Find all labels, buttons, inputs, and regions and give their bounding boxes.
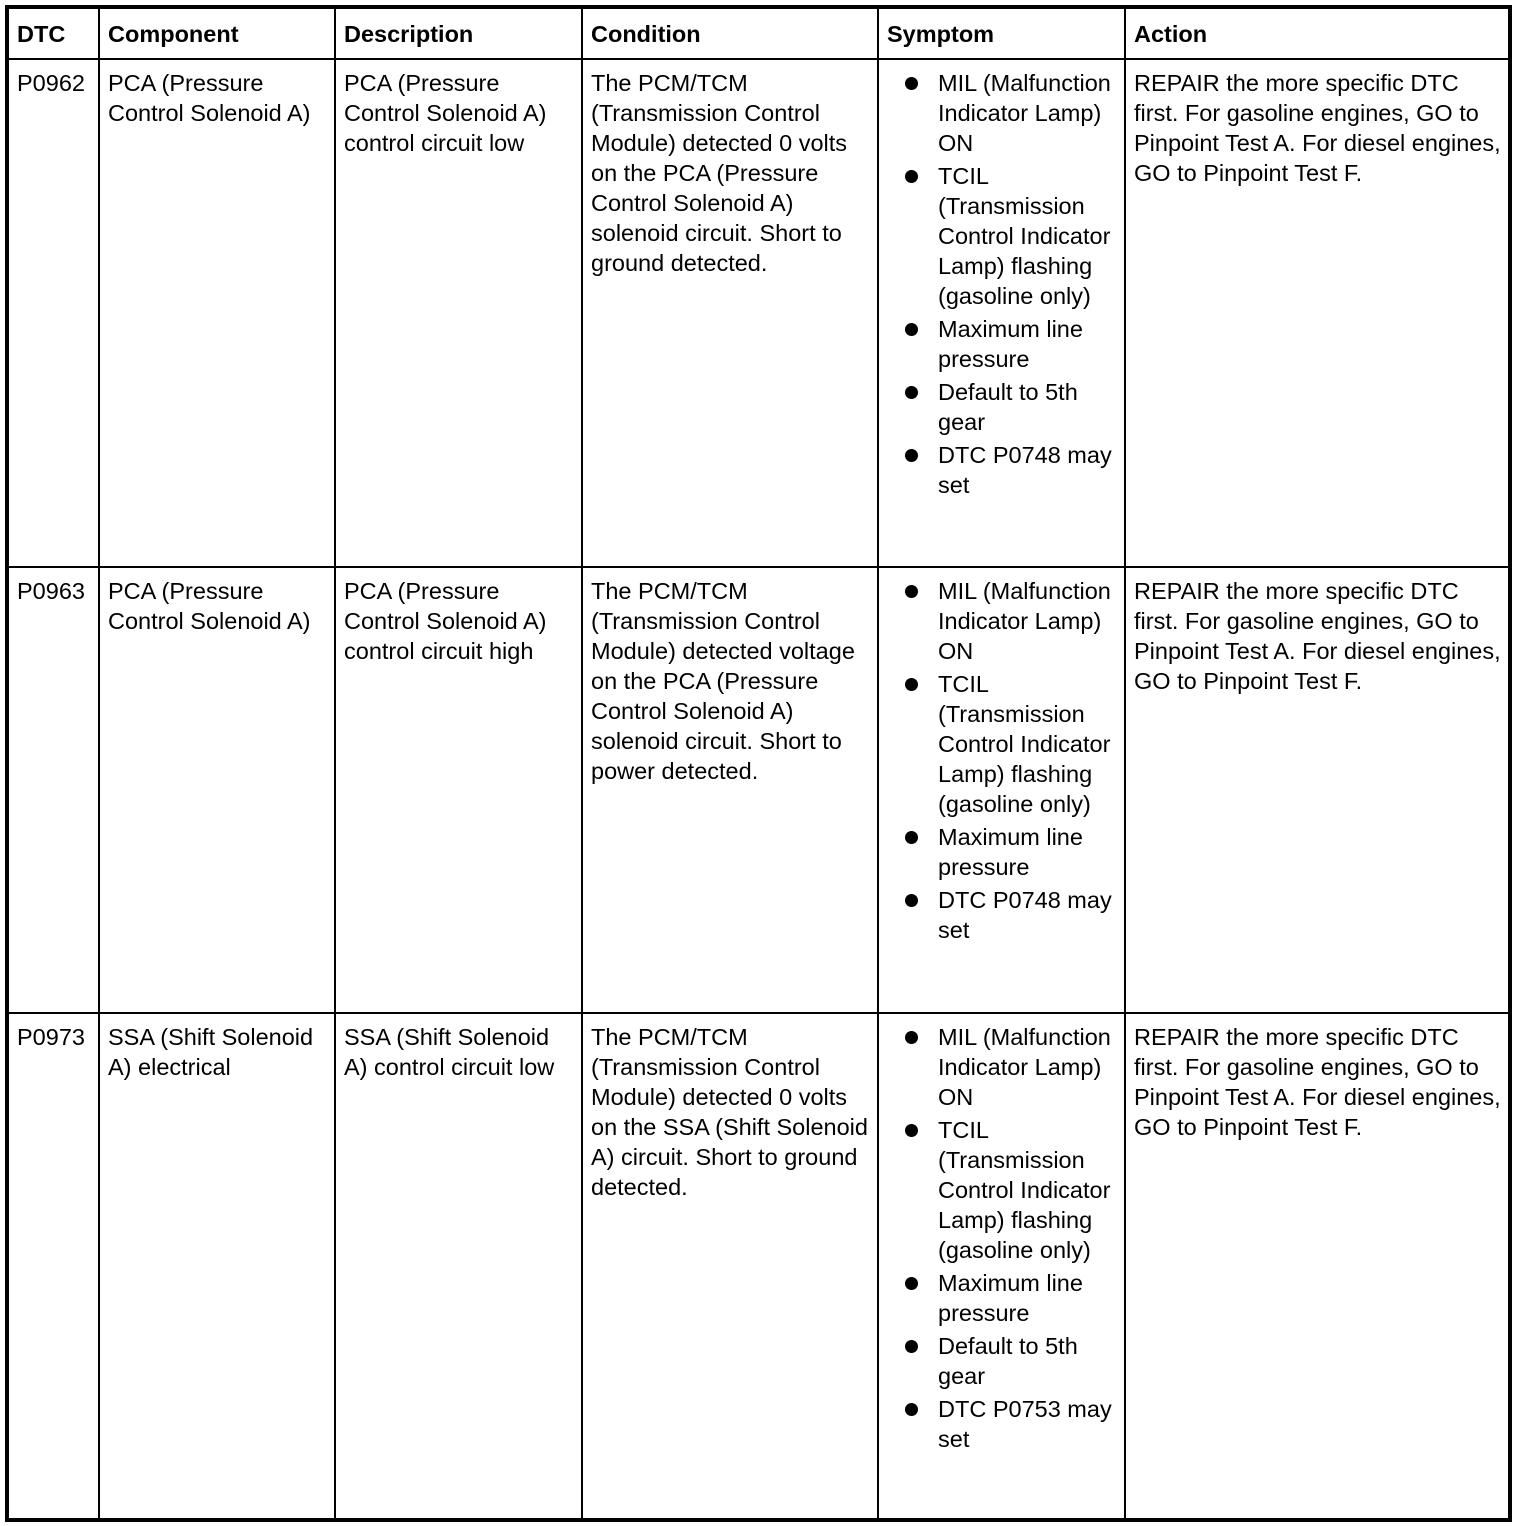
- bullet-icon: [905, 170, 918, 183]
- bullet-icon: [905, 1340, 918, 1353]
- cell-component: PCA (Pressure Control Solenoid A): [99, 567, 335, 1013]
- list-item: [887, 1115, 1117, 1265]
- list-item: [887, 885, 1117, 945]
- symptom-text: Default to 5th gear: [938, 1333, 1078, 1389]
- list-item: [887, 822, 1117, 882]
- list-item: [887, 314, 1117, 374]
- list-item: [887, 1394, 1117, 1454]
- header-condition: Condition: [582, 7, 878, 59]
- symptom-text: Maximum line pressure: [938, 316, 1083, 372]
- list-item: [887, 1268, 1117, 1328]
- symptom-text: Maximum line pressure: [938, 824, 1083, 880]
- symptom-text: DTC P0753 may set: [938, 1396, 1112, 1452]
- list-item: [887, 68, 1117, 158]
- bullet-icon: [905, 585, 918, 598]
- symptom-text: MIL (Malfunction Indicator Lamp) ON: [938, 578, 1111, 664]
- cell-dtc: P0973: [7, 1013, 99, 1520]
- header-action: Action: [1125, 7, 1510, 59]
- cell-condition: The PCM/TCM (Transmission Control Module) detected 0 volts on the PCA (Pressure Control Solenoid A) solenoid circuit. Short to ground detected.: [582, 59, 878, 567]
- bullet-icon: [905, 323, 918, 336]
- bullet-icon: [905, 1031, 918, 1044]
- cell-description: PCA (Pressure Control Solenoid A) control circuit low: [335, 59, 582, 567]
- cell-condition: The PCM/TCM (Transmission Control Module) detected voltage on the PCA (Pressure Control Solenoid A) solenoid circuit. Short to power detected.: [582, 567, 878, 1013]
- bullet-icon: [905, 678, 918, 691]
- cell-action: REPAIR the more specific DTC first. For gasoline engines, GO to Pinpoint Test A. For diesel engines, GO to Pinpoint Test F.: [1125, 59, 1510, 567]
- cell-description: PCA (Pressure Control Solenoid A) control circuit high: [335, 567, 582, 1013]
- symptom-text: MIL (Malfunction Indicator Lamp) ON: [938, 70, 1111, 156]
- symptom-text: Default to 5th gear: [938, 379, 1078, 435]
- list-item: [887, 669, 1117, 819]
- table-row: [7, 59, 1510, 567]
- symptom-text: DTC P0748 may set: [938, 442, 1112, 498]
- symptom-text: DTC P0748 may set: [938, 887, 1112, 943]
- cell-symptom: [878, 567, 1125, 1013]
- cell-symptom: [878, 59, 1125, 567]
- cell-condition: The PCM/TCM (Transmission Control Module) detected 0 volts on the SSA (Shift Solenoid A) circuit. Short to ground detected.: [582, 1013, 878, 1520]
- list-item: [887, 1022, 1117, 1112]
- list-item: [887, 576, 1117, 666]
- cell-component: SSA (Shift Solenoid A) electrical: [99, 1013, 335, 1520]
- bullet-icon: [905, 1277, 918, 1290]
- bullet-icon: [905, 1124, 918, 1137]
- symptom-text: TCIL (Transmission Control Indicator Lamp) flashing (gasoline only): [938, 163, 1111, 309]
- cell-action: REPAIR the more specific DTC first. For gasoline engines, GO to Pinpoint Test A. For diesel engines, GO to Pinpoint Test F.: [1125, 1013, 1510, 1520]
- symptom-text: Maximum line pressure: [938, 1270, 1083, 1326]
- header-symptom: Symptom: [878, 7, 1125, 59]
- table-row: [7, 567, 1510, 1013]
- symptom-text: MIL (Malfunction Indicator Lamp) ON: [938, 1024, 1111, 1110]
- cell-action: REPAIR the more specific DTC first. For gasoline engines, GO to Pinpoint Test A. For diesel engines, GO to Pinpoint Test F.: [1125, 567, 1510, 1013]
- header-component: Component: [99, 7, 335, 59]
- cell-dtc: P0962: [7, 59, 99, 567]
- symptom-list: [887, 576, 1117, 945]
- list-item: [887, 1331, 1117, 1391]
- symptom-text: TCIL (Transmission Control Indicator Lamp) flashing (gasoline only): [938, 671, 1111, 817]
- dtc-table-container: [5, 5, 1508, 1521]
- header-dtc: DTC: [7, 7, 99, 59]
- header-description: Description: [335, 7, 582, 59]
- symptom-list: [887, 68, 1117, 500]
- bullet-icon: [905, 1403, 918, 1416]
- table-row: [7, 1013, 1510, 1520]
- bullet-icon: [905, 894, 918, 907]
- cell-symptom: [878, 1013, 1125, 1520]
- cell-component: PCA (Pressure Control Solenoid A): [99, 59, 335, 567]
- list-item: [887, 377, 1117, 437]
- list-item: [887, 161, 1117, 311]
- bullet-icon: [905, 77, 918, 90]
- dtc-table: [5, 5, 1512, 1522]
- symptom-list: [887, 1022, 1117, 1454]
- bullet-icon: [905, 831, 918, 844]
- cell-description: SSA (Shift Solenoid A) control circuit low: [335, 1013, 582, 1520]
- table-header-row: [7, 7, 1510, 59]
- symptom-text: TCIL (Transmission Control Indicator Lamp) flashing (gasoline only): [938, 1117, 1111, 1263]
- cell-dtc: P0963: [7, 567, 99, 1013]
- bullet-icon: [905, 449, 918, 462]
- bullet-icon: [905, 386, 918, 399]
- list-item: [887, 440, 1117, 500]
